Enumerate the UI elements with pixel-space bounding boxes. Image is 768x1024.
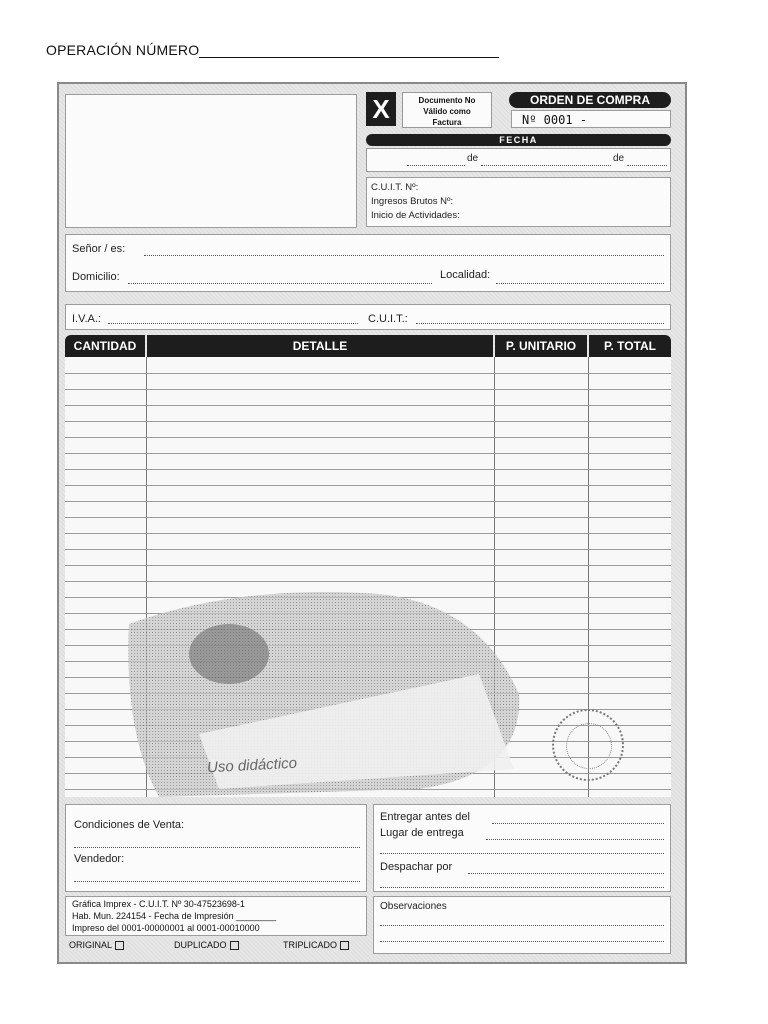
- cuit-customer-label: C.U.I.T.:: [368, 313, 408, 325]
- copy-duplicado[interactable]: [174, 940, 239, 950]
- col-p-total: P. TOTAL: [589, 335, 671, 357]
- localidad-field[interactable]: [496, 283, 664, 284]
- localidad-label: Localidad:: [440, 269, 491, 281]
- entregar-label: Entregar antes del: [380, 811, 470, 823]
- ingresos-brutos-label: Ingresos Brutos Nº:: [371, 196, 454, 207]
- observaciones-field-2[interactable]: [380, 941, 664, 942]
- doc-note-line-3: Factura: [432, 118, 462, 127]
- printer-imprint-box: [65, 896, 367, 936]
- operacion-label: OPERACIÓN NÚMERO: [46, 42, 200, 58]
- iva-field[interactable]: [108, 323, 358, 324]
- despachar-field-line-2[interactable]: [380, 887, 664, 888]
- table-row-line: [65, 565, 671, 566]
- fecha-month-line: [481, 165, 611, 166]
- checkbox-icon[interactable]: [340, 941, 349, 950]
- domicilio-label: Domicilio:: [72, 271, 120, 283]
- imprint-line-3: Impreso del 0001-00000001 al 0001-00010000: [72, 923, 260, 933]
- operacion-header: [46, 42, 499, 58]
- customer-box: [65, 234, 671, 292]
- fecha-header: FECHA: [366, 134, 671, 146]
- cuit-customer-field[interactable]: [416, 323, 664, 324]
- entregar-field[interactable]: [492, 823, 664, 824]
- document-type-letter: X: [366, 92, 396, 126]
- order-number-box: [511, 110, 671, 128]
- despachar-field[interactable]: [468, 873, 664, 874]
- document-title: ORDEN DE COMPRA: [509, 92, 671, 108]
- table-row-line: [65, 437, 671, 438]
- lugar-field-line-2[interactable]: [380, 853, 664, 854]
- copy-type-row: [69, 940, 369, 954]
- checkbox-icon[interactable]: [230, 941, 239, 950]
- lugar-label: Lugar de entrega: [380, 827, 464, 839]
- observaciones-field-1[interactable]: [380, 925, 664, 926]
- table-row-line: [65, 389, 671, 390]
- fecha-de-2: de: [613, 153, 625, 164]
- items-table-header: [65, 335, 671, 357]
- copy-triplicado[interactable]: [283, 940, 349, 950]
- despachar-label: Despachar por: [380, 861, 453, 873]
- copy-duplicado-label: DUPLICADO: [174, 940, 227, 950]
- table-row-line: [65, 421, 671, 422]
- watermark-text: Uso didáctico: [206, 754, 298, 777]
- checkbox-icon[interactable]: [115, 941, 124, 950]
- table-row-line: [65, 533, 671, 534]
- inicio-actividades-label: Inicio de Actividades:: [371, 210, 460, 221]
- table-row-line: [65, 373, 671, 374]
- table-row-line: [65, 485, 671, 486]
- col-p-unitario: P. UNITARIO: [495, 335, 587, 357]
- copy-triplicado-label: TRIPLICADO: [283, 940, 338, 950]
- delivery-box: [373, 804, 671, 892]
- issuer-tax-box: [366, 177, 671, 227]
- senor-label: Señor / es:: [72, 243, 126, 255]
- not-valid-invoice-note: [402, 92, 492, 128]
- copy-original-label: ORIGINAL: [69, 940, 113, 950]
- watermark-image: [119, 584, 529, 799]
- fecha-year-line: [627, 165, 667, 166]
- table-row-line: [65, 469, 671, 470]
- table-row-line: [65, 517, 671, 518]
- stamp-inner-ring: [566, 723, 612, 769]
- table-row-line: [65, 501, 671, 502]
- condiciones-field[interactable]: [74, 847, 360, 848]
- observations-box: [373, 896, 671, 954]
- stamp-seal: [552, 709, 624, 781]
- col-detalle: DETALLE: [147, 335, 493, 357]
- senor-field[interactable]: [144, 255, 664, 256]
- cuit-label: C.U.I.T. Nº:: [371, 182, 419, 193]
- lugar-field[interactable]: [486, 839, 664, 840]
- doc-note-line-1: Documento No: [418, 96, 476, 105]
- imprint-line-2: Hab. Mun. 224154 - Fecha de Impresión ________: [72, 911, 277, 921]
- imprint-line-1: Gráfica Imprex - C.U.I.T. Nº 30-47523698-1: [72, 899, 245, 909]
- copy-original[interactable]: [69, 940, 124, 950]
- table-row-line: [65, 405, 671, 406]
- vendedor-field[interactable]: [74, 881, 360, 882]
- vendedor-label: Vendedor:: [74, 853, 125, 865]
- fecha-de-1: de: [467, 153, 479, 164]
- operacion-number-blank: [199, 45, 499, 58]
- company-logo-box: [65, 94, 357, 228]
- iva-label: I.V.A.:: [72, 313, 101, 325]
- table-row-line: [65, 581, 671, 582]
- order-number: Nº 0001 -: [522, 113, 588, 127]
- sale-conditions-box: [65, 804, 367, 892]
- doc-note-line-2: Válido como: [423, 107, 471, 116]
- iva-box: [65, 304, 671, 330]
- domicilio-field[interactable]: [128, 283, 432, 284]
- fecha-field[interactable]: [366, 148, 671, 172]
- col-cantidad: CANTIDAD: [65, 335, 145, 357]
- table-row-line: [65, 453, 671, 454]
- condiciones-label: Condiciones de Venta:: [74, 819, 185, 831]
- table-row-line: [65, 549, 671, 550]
- fecha-day-line: [407, 165, 465, 166]
- observaciones-label: Observaciones: [380, 901, 447, 912]
- purchase-order-form: [57, 82, 687, 964]
